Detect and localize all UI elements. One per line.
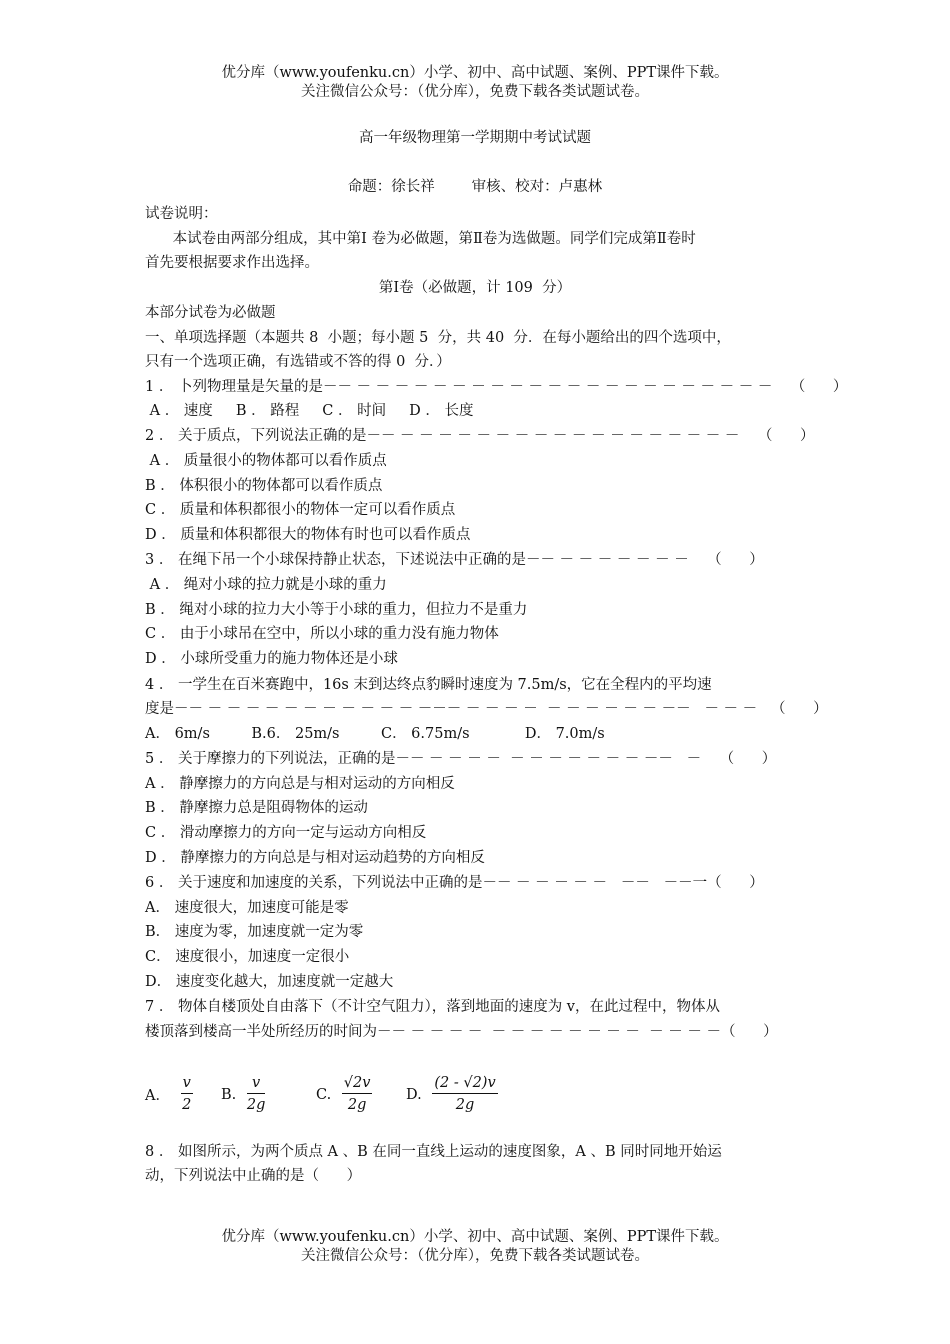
q2-option-c: C ． 质量和体积都很小的物体一定可以看作质点: [145, 502, 456, 518]
q7-option-b-fraction: [247, 1073, 266, 1116]
q6-option-b: B． 速度为零，加速度就一定为零: [145, 924, 364, 940]
q7-option-a: [145, 1073, 193, 1116]
q5-stem: 5 ． 关于摩擦力的下列说法，正确的是－－ － － － － － － － － － － － －－ － （ ）: [145, 751, 777, 767]
q7-option-a-denominator: 2: [182, 1097, 192, 1113]
header-line-1: 优分库（www.youfenku.cn）小学、初中、高中试题、案例、PPT课件下载。: [221, 65, 729, 81]
q6-stem: 6 ． 关于速度和加速度的关系，下列说法中正确的是－－ － － － － － －－ －－一（ ）: [145, 875, 764, 891]
footer-line-1: 优分库（www.youfenku.cn）小学、初中、高中试题、案例、PPT课件下载。: [221, 1229, 729, 1245]
q7-option-b-denominator: 2g: [246, 1097, 266, 1113]
q4-line-1: 4 ． 一学生在百米赛跑中，16s 末到达终点豹瞬时速度为 7.5m/s，它在全程内的平均速: [145, 677, 712, 693]
q7-option-b-numerator: v: [247, 1073, 266, 1094]
header-line-2: 关注微信公众号：（优分库），免费下载各类试题试卷。: [301, 84, 649, 100]
q3-option-c: C ． 由于小球吊在空中，所以小球的重力没有施力物体: [145, 626, 499, 642]
page-footer: [0, 1228, 950, 1266]
q6-option-d: D． 速度变化越大，加速度就一定越大: [145, 974, 394, 990]
section1-line-1: 一、单项选择题（本题共 8 小题；每小题 5 分，共 40 分．在每小题给出的四个选项中，: [145, 330, 731, 346]
q7-option-a-label: A．: [145, 1088, 170, 1104]
q3-option-d: D ． 小球所受重力的施力物体还是小球: [145, 651, 398, 667]
intro-line-2: 首先要根据要求作出选择。: [145, 255, 319, 271]
q5-option-a: A ． 静摩擦力的方向总是与相对运动的方向相反: [145, 776, 455, 792]
q2-option-d: D ． 质量和体积都很大的物体有时也可以看作质点: [145, 527, 471, 543]
q5-option-b: B ． 静摩擦力总是阻碍物体的运动: [145, 800, 368, 816]
q7-option-c-denominator: 2g: [347, 1097, 367, 1113]
q3-option-a: A ． 绳对小球的拉力就是小球的重力: [145, 577, 387, 593]
q7-option-b-label: B.: [221, 1086, 237, 1103]
q7-option-d-numerator: (2 - √2)v: [432, 1073, 497, 1094]
q3-option-b: B ． 绳对小球的拉力大小等于小球的重力，但拉力不是重力: [145, 602, 528, 618]
intro-heading: 试卷说明：: [145, 206, 218, 222]
q7-option-c-label: C.: [316, 1086, 332, 1103]
q7-option-c-numerator: √2v: [342, 1073, 373, 1094]
q7-line-1: 7 ． 物体自楼顶处自由落下（不计空气阻力），落到地面的速度为 v，在此过程中，物体从: [145, 999, 720, 1015]
q7-option-c: [316, 1073, 372, 1116]
q7-option-d-label: D.: [406, 1086, 422, 1103]
q2-option-a: A ． 质量很小的物体都可以看作质点: [145, 453, 387, 469]
q7-option-a-numerator: v: [181, 1073, 193, 1094]
q2-stem: 2 ． 关于质点，下列说法正确的是－－ － － － － － － － － － － － － － － － － － － （ ）: [145, 428, 815, 444]
page-header: [0, 64, 950, 102]
q7-option-a-fraction: [181, 1073, 193, 1116]
q6-option-a: A． 速度很大，加速度可能是零: [145, 900, 349, 916]
q7-option-d-denominator: 2g: [455, 1097, 475, 1113]
section1-line-2: 只有一个选项正确，有选错或不答的得 0 分．）: [145, 354, 451, 370]
q7-option-d: [406, 1073, 498, 1116]
q1-options: A ． 速度 B ． 路程 C ． 时间 D ． 长度: [145, 403, 474, 419]
q4-line-2: 度是－－ － － － － － － － － － － － －－－ － － － － － － － － － － －－ － － － （ ）: [145, 701, 828, 717]
footer-line-2: 关注微信公众号：（优分库），免费下载各类试题试卷。: [301, 1248, 649, 1264]
q8-line-1: 8 ． 如图所示，为两个质点 A 、B 在同一直线上运动的速度图象，A 、B 同时同地开始运: [145, 1144, 722, 1160]
q7-option-d-fraction: [432, 1073, 497, 1116]
q1-stem: 1 ． 卜列物理量是矢量的是－－ － － － － － － － － － － － － － － － － － － － － － － （ ）: [145, 379, 848, 395]
q3-stem: 3 ． 在绳下吊一个小球保持静止状态，下述说法中正确的是－－ － － － － － － － （ ）: [145, 552, 764, 568]
intro-line-1: 本试卷由两部分组成，其中第Ⅰ 卷为必做题，第Ⅱ卷为选做题。同学们完成第Ⅱ卷时: [145, 231, 696, 247]
exam-title: 高一年级物理第一学期期中考试试题: [359, 130, 591, 146]
q7-line-2: 楼顶落到楼高一半处所经历的时间为－－ － － － － － － － － － － － － － － － －（ ）: [145, 1024, 778, 1040]
q7-option-b: [221, 1073, 265, 1116]
part1-title: 第Ⅰ卷（必做题，计 109 分）: [378, 280, 572, 296]
q8-line-2: 动，下列说法中止确的是（ ）: [145, 1168, 362, 1184]
q4-options: A． 6m/s B.6． 25m/s C． 6.75m/s D． 7.0m/s: [145, 726, 605, 742]
q2-option-b: B ． 体积很小的物体都可以看作质点: [145, 478, 383, 494]
q6-option-c: C． 速度很小，加速度一定很小: [145, 949, 350, 965]
part1-note: 本部分试卷为必做题: [145, 305, 276, 321]
exam-authors: 命题：徐长祥 审核、校对：卢惠林: [347, 179, 603, 195]
q7-option-c-fraction: [342, 1073, 373, 1116]
q5-option-c: C ． 滑动摩擦力的方向一定与运动方向相反: [145, 825, 427, 841]
q5-option-d: D ． 静摩擦力的方向总是与相对运动趋势的方向相反: [145, 850, 485, 866]
